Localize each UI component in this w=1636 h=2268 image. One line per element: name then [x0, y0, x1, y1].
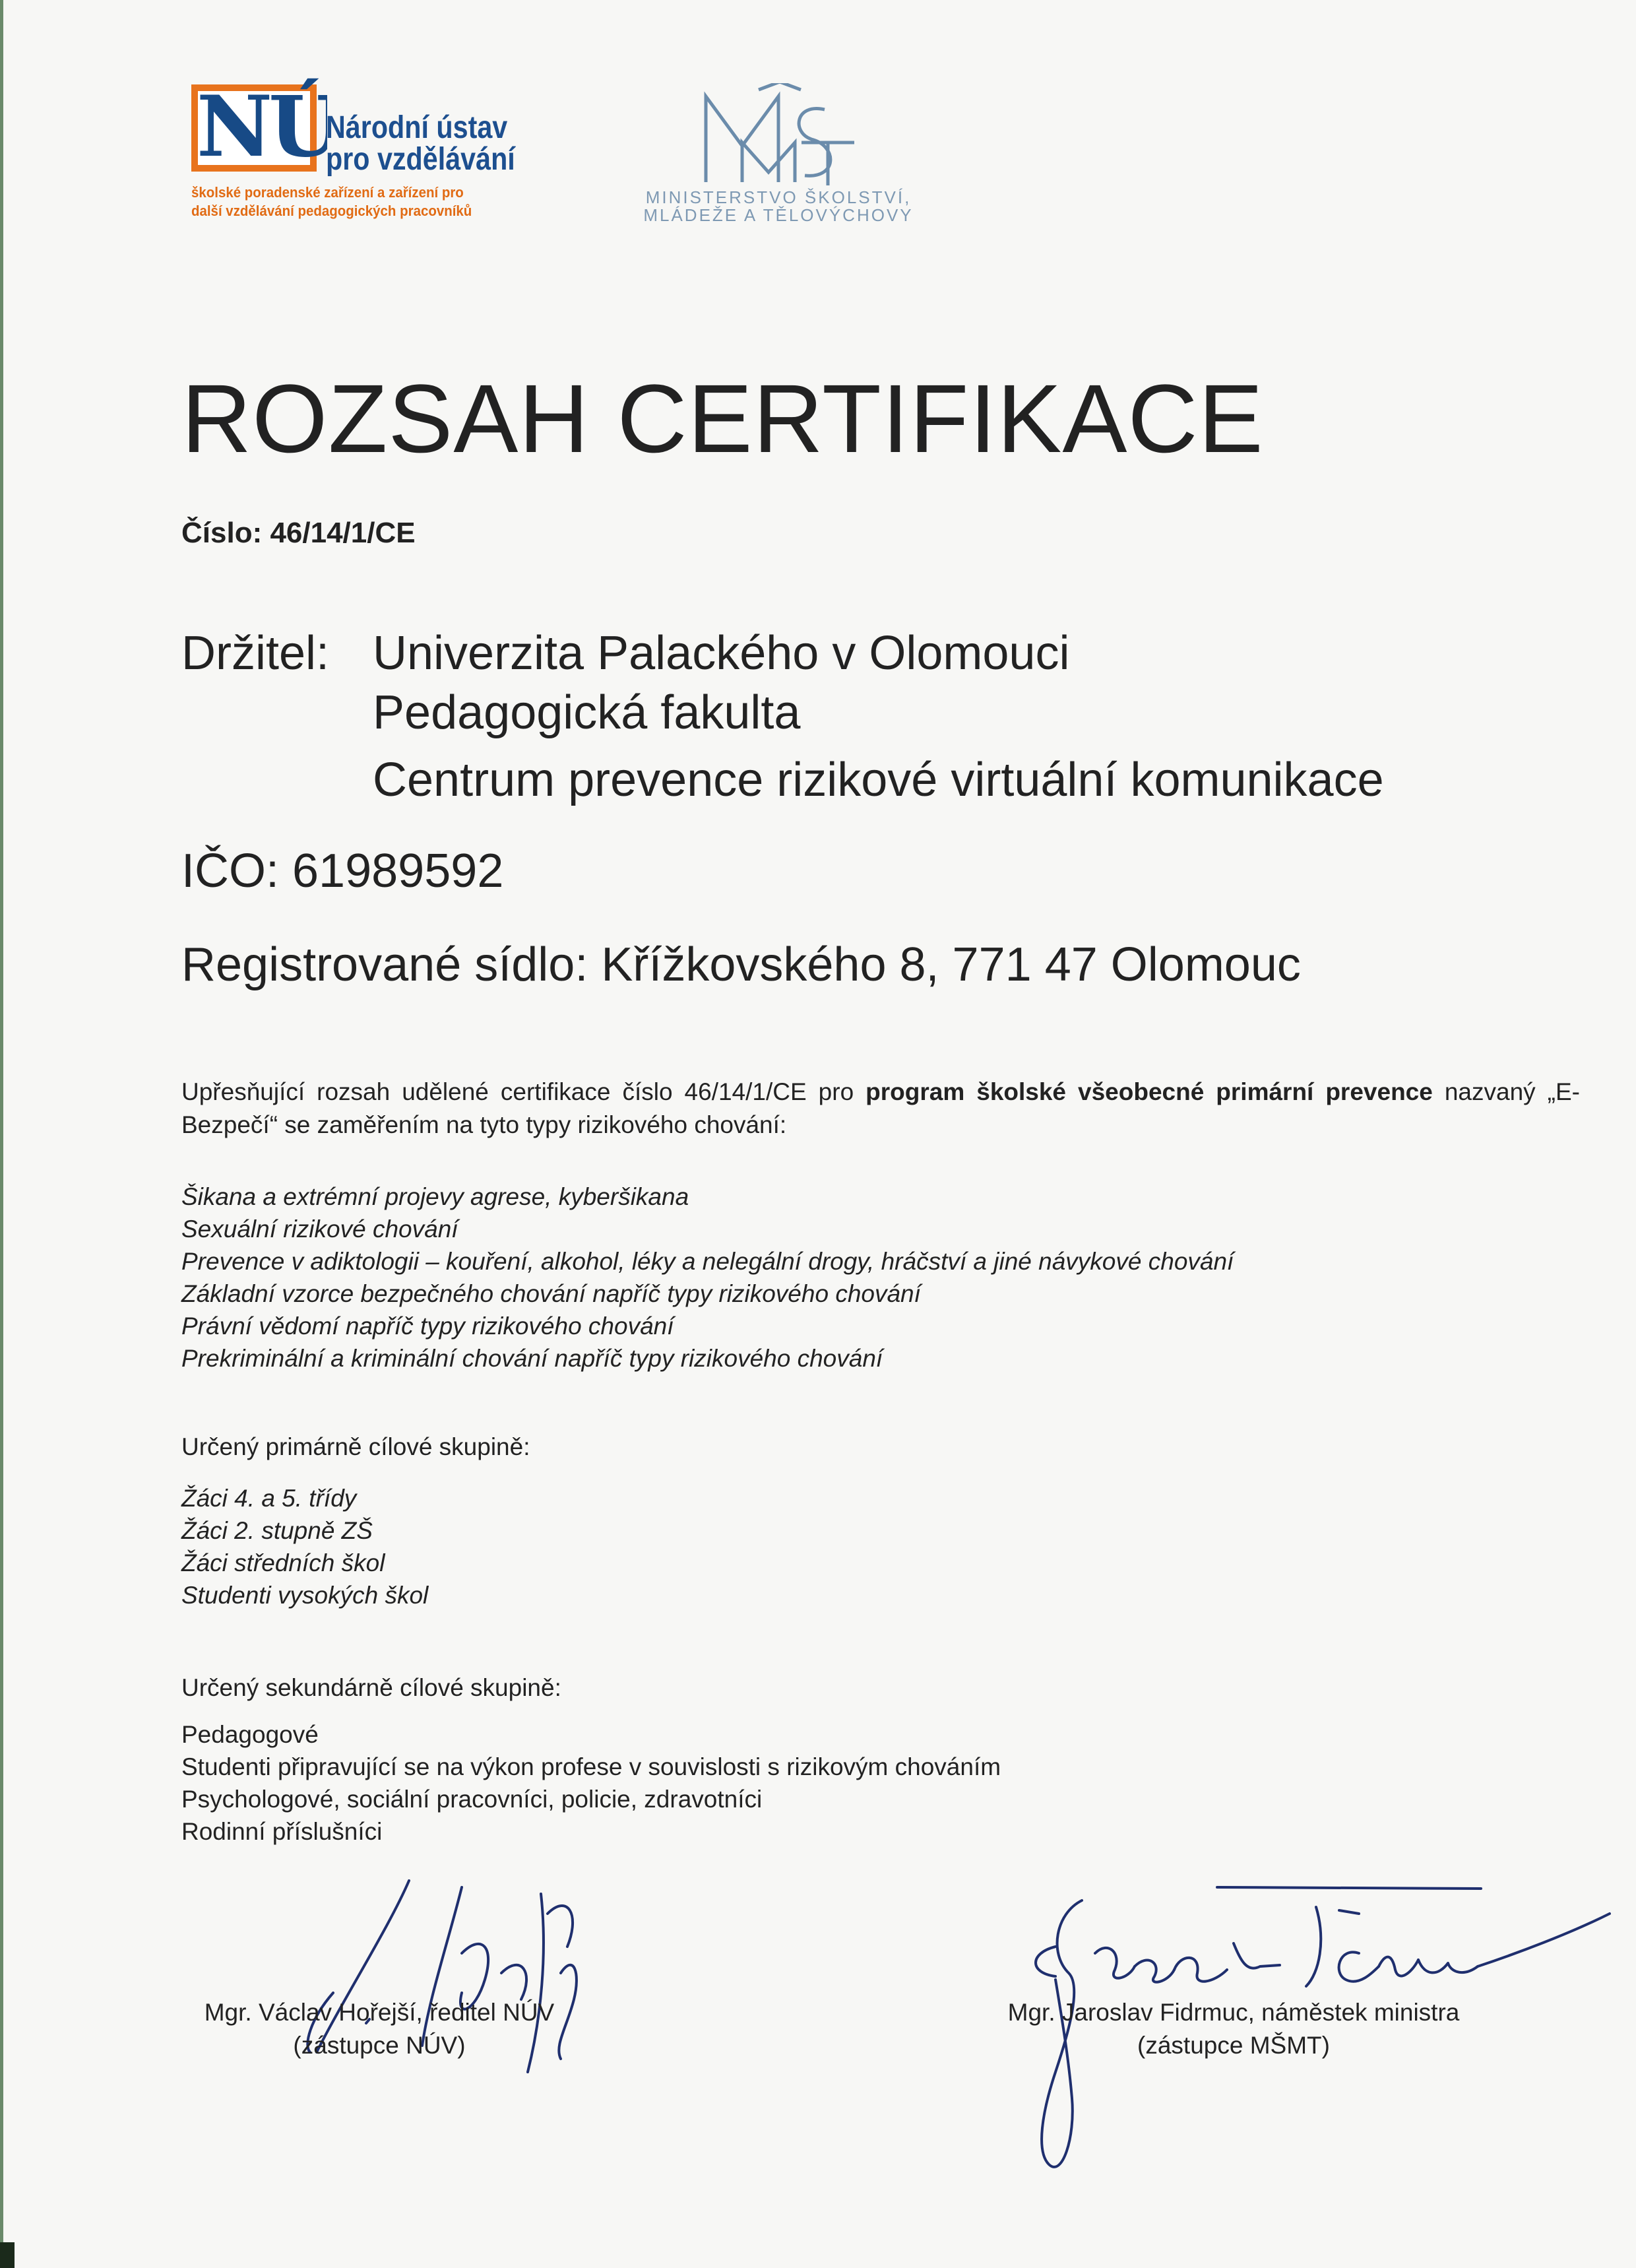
list-item: Sexuální rizikové chování: [181, 1215, 458, 1243]
certificate-number: Číslo: 46/14/1/CE: [181, 517, 416, 549]
list-item: Studenti vysokých škol: [181, 1582, 429, 1609]
signatory-left-name: Mgr. Václav Hořejší, ředitel NÚV: [204, 1999, 555, 2026]
list-item: Šikana a extrémní projevy agrese, kyberšikana: [181, 1183, 689, 1210]
intro-part2: nazvaný „E-Bezpečí“ se zaměřením na tyto typy rizikového chování:: [181, 1078, 1580, 1138]
list-item: Prevence v adiktologii – kouření, alkohol, léky a nelegální drogy, hráčství a jiné návykové chování: [181, 1248, 1234, 1275]
list-item: Základní vzorce bezpečného chování napříč typy rizikového chování: [181, 1280, 921, 1307]
signatory-left: [175, 1996, 584, 2062]
list-item: Pedagogové: [181, 1721, 319, 1748]
holder-line-1: Univerzita Palackého v Olomouci: [373, 627, 1070, 680]
signatory-right-name: Mgr. Jaroslav Fidrmuc, náměstek ministra: [1007, 1999, 1460, 2026]
registered-seat: Registrované sídlo: Křížkovského 8, 771 47 Olomouc: [181, 938, 1301, 991]
holder-line-2: Pedagogická fakulta: [373, 686, 801, 739]
msmt-line2: MLÁDEŽE A TĚLOVÝCHOVY: [643, 205, 914, 225]
list-item: Žáci 2. stupně ZŠ: [181, 1517, 373, 1544]
signatory-right: [976, 1996, 1491, 2062]
signatory-right-role: (zástupce MŠMT): [1137, 2032, 1330, 2059]
secondary-groups-label: Určený sekundárně cílové skupině:: [181, 1674, 561, 1701]
intro-bold: program školské všeobecné primární prevence: [865, 1078, 1433, 1105]
nuv-mark-text: NÚ: [197, 78, 327, 176]
nuv-title-line2: pro vzdělávání: [326, 142, 515, 177]
holder-line-3: Centrum prevence rizikové virtuální komunikace: [373, 754, 1384, 806]
holder-label: Držitel:: [181, 627, 330, 680]
list-item: Žáci středních škol: [181, 1549, 385, 1576]
intro-part1: Upřesňující rozsah udělené certifikace číslo 46/14/1/CE pro: [181, 1078, 866, 1105]
list-item: Rodinní příslušníci: [181, 1818, 383, 1845]
primary-groups-label: Určený primárně cílové skupině:: [181, 1433, 530, 1460]
ico-line: IČO: 61989592: [181, 845, 504, 897]
list-item: Studenti připravující se na výkon profese v souvislosti s rizikovým chováním: [181, 1753, 1001, 1780]
list-item: Prekriminální a kriminální chování napříč typy rizikového chování: [181, 1345, 883, 1372]
msmt-line1: MINISTERSTVO ŠKOLSTVÍ,: [645, 187, 912, 207]
msmt-mark-text: MŠMT: [627, 83, 629, 84]
nuv-sub-line1: školské poradenské zařízení a zařízení pro: [191, 184, 464, 201]
nuv-sub-line2: další vzdělávání pedagogických pracovníků: [191, 203, 472, 219]
list-item: Psychologové, sociální pracovníci, policie, zdravotníci: [181, 1786, 763, 1813]
list-item: Právní vědomí napříč typy rizikového chování: [181, 1312, 674, 1340]
nuv-title-line1: Národní ústav: [326, 110, 508, 145]
document-title: ROZSAH CERTIFIKACE: [181, 365, 1264, 473]
signatory-left-role: (zástupce NÚV): [293, 2032, 466, 2059]
list-item: Žáci 4. a 5. třídy: [181, 1485, 357, 1512]
